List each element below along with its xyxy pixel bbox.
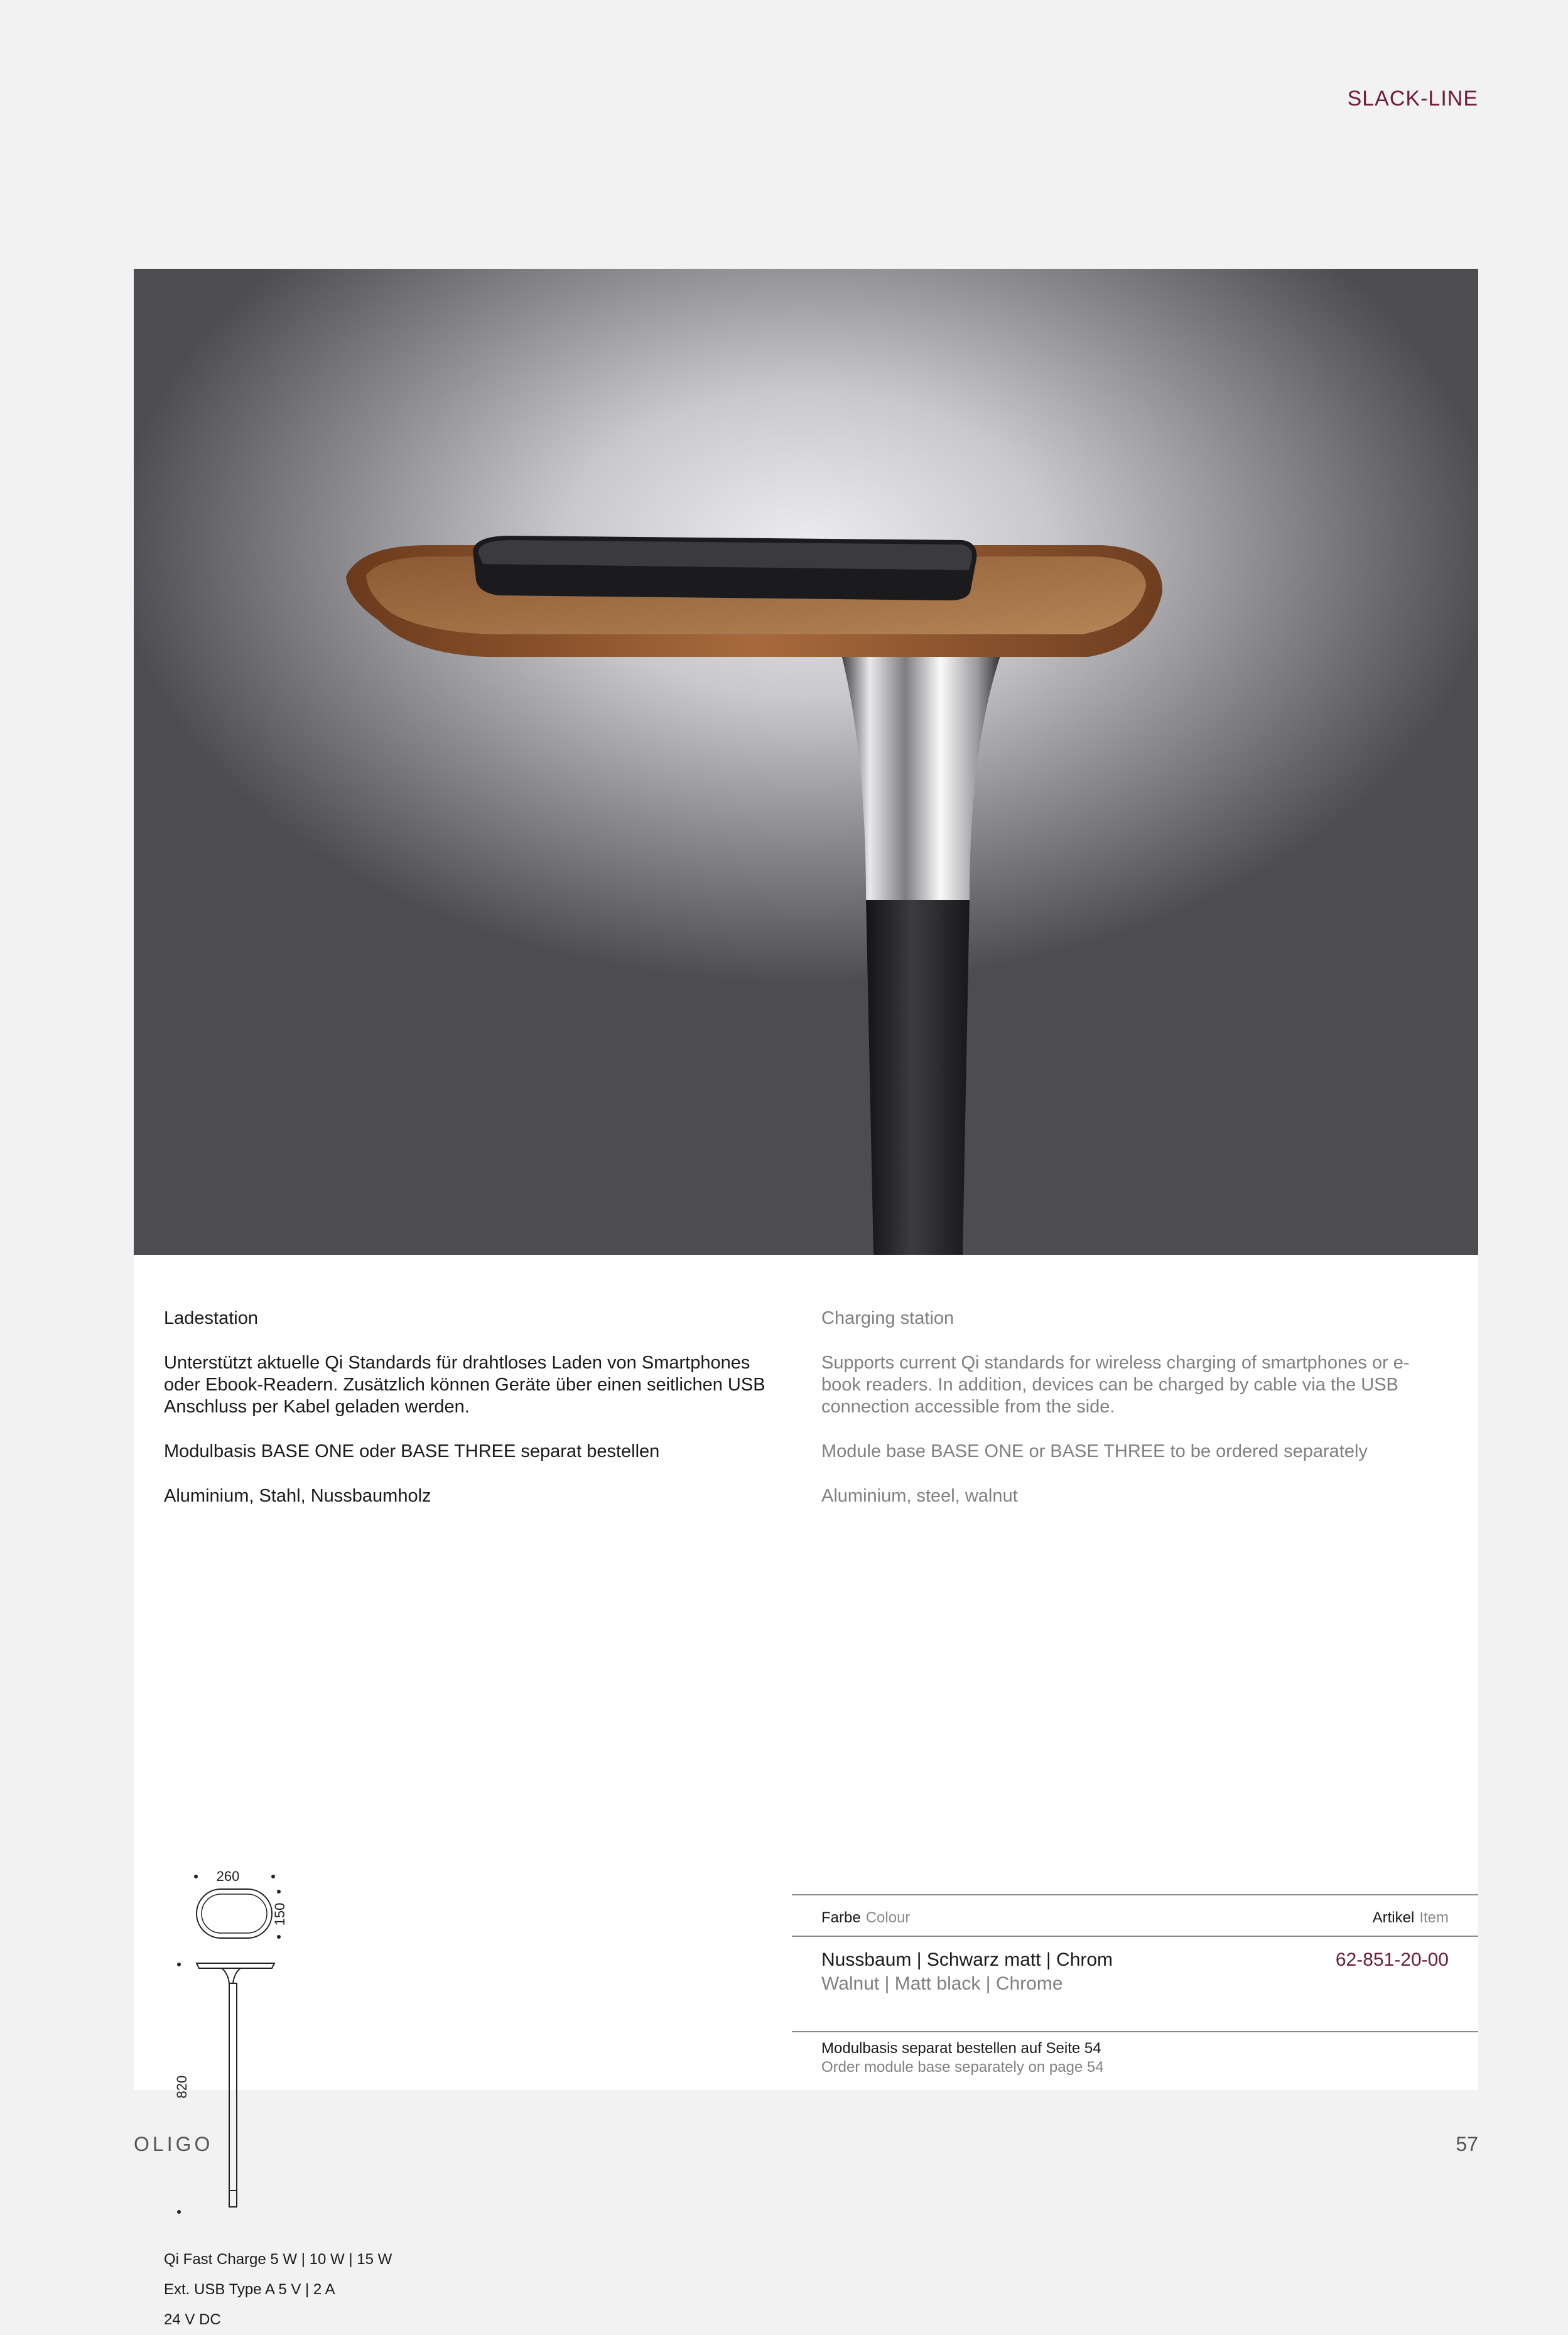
dimension-width: 260 — [216, 1868, 240, 1884]
table-footer — [792, 2032, 1478, 2089]
materials-english: Aluminium, steel, walnut — [821, 1486, 1018, 1506]
footer-note-english: Order module base separately on page 54 — [821, 2059, 1104, 2076]
item-number: 62-851-20-00 — [1335, 1949, 1449, 1970]
footer-note-german: Modulbasis separat bestellen auf Seite 54 — [821, 2040, 1101, 2057]
item-label: Artikel — [1372, 1909, 1415, 1926]
spec-voltage: 24 V DC — [164, 2311, 221, 2328]
body-german: Unterstützt aktuelle Qi Standards für drahtloses Laden von Smartphones oder Ebook-Readern. Zusätzlich können Geräte über einen seitlichen USB Anschluss per Kabel geladen werden. — [164, 1353, 765, 1417]
colour-german: Nussbaum | Schwarz matt | Chrom — [821, 1949, 1113, 1970]
charging-station-illustration — [134, 269, 1478, 1255]
table-header — [792, 1895, 1478, 1936]
colour-english: Walnut | Matt black | Chrome — [821, 1973, 1063, 1994]
page-number: 57 — [1456, 2133, 1478, 2155]
base-note-english: Module base BASE ONE or BASE THREE to be ordered separately — [821, 1441, 1368, 1461]
description-english — [821, 1308, 1424, 1507]
title-english: Charging station — [821, 1308, 954, 1328]
spec-qi-charge: Qi Fast Charge 5 W | 10 W | 15 W — [164, 2251, 392, 2268]
dimension-height: 820 — [174, 2075, 190, 2099]
colour-label-english: Colour — [865, 1909, 911, 1926]
body-english: Supports current Qi standards for wireless charging of smartphones or e-book readers. In addition, devices can be charged by cable via the USB connection accessible from the side. — [821, 1353, 1410, 1417]
base-note-german: Modulbasis BASE ONE oder BASE THREE separat bestellen — [164, 1441, 660, 1461]
item-label-english: Item — [1419, 1909, 1449, 1926]
dimension-depth: 150 — [272, 1902, 288, 1926]
title-german: Ladestation — [164, 1308, 258, 1328]
header-title: SLACK-LINE — [1347, 87, 1478, 111]
product-photo — [134, 269, 1478, 1255]
spec-usb: Ext. USB Type A 5 V | 2 A — [164, 2281, 335, 2298]
table-row — [792, 1937, 1478, 2031]
description-german — [164, 1308, 767, 1507]
materials-german: Aluminium, Stahl, Nussbaumholz — [164, 1486, 431, 1506]
brand-logo: OLIGO — [134, 2133, 214, 2155]
colour-label: Farbe — [821, 1909, 861, 1926]
technical-specs — [164, 2245, 392, 2335]
item-table — [792, 1894, 1478, 2089]
